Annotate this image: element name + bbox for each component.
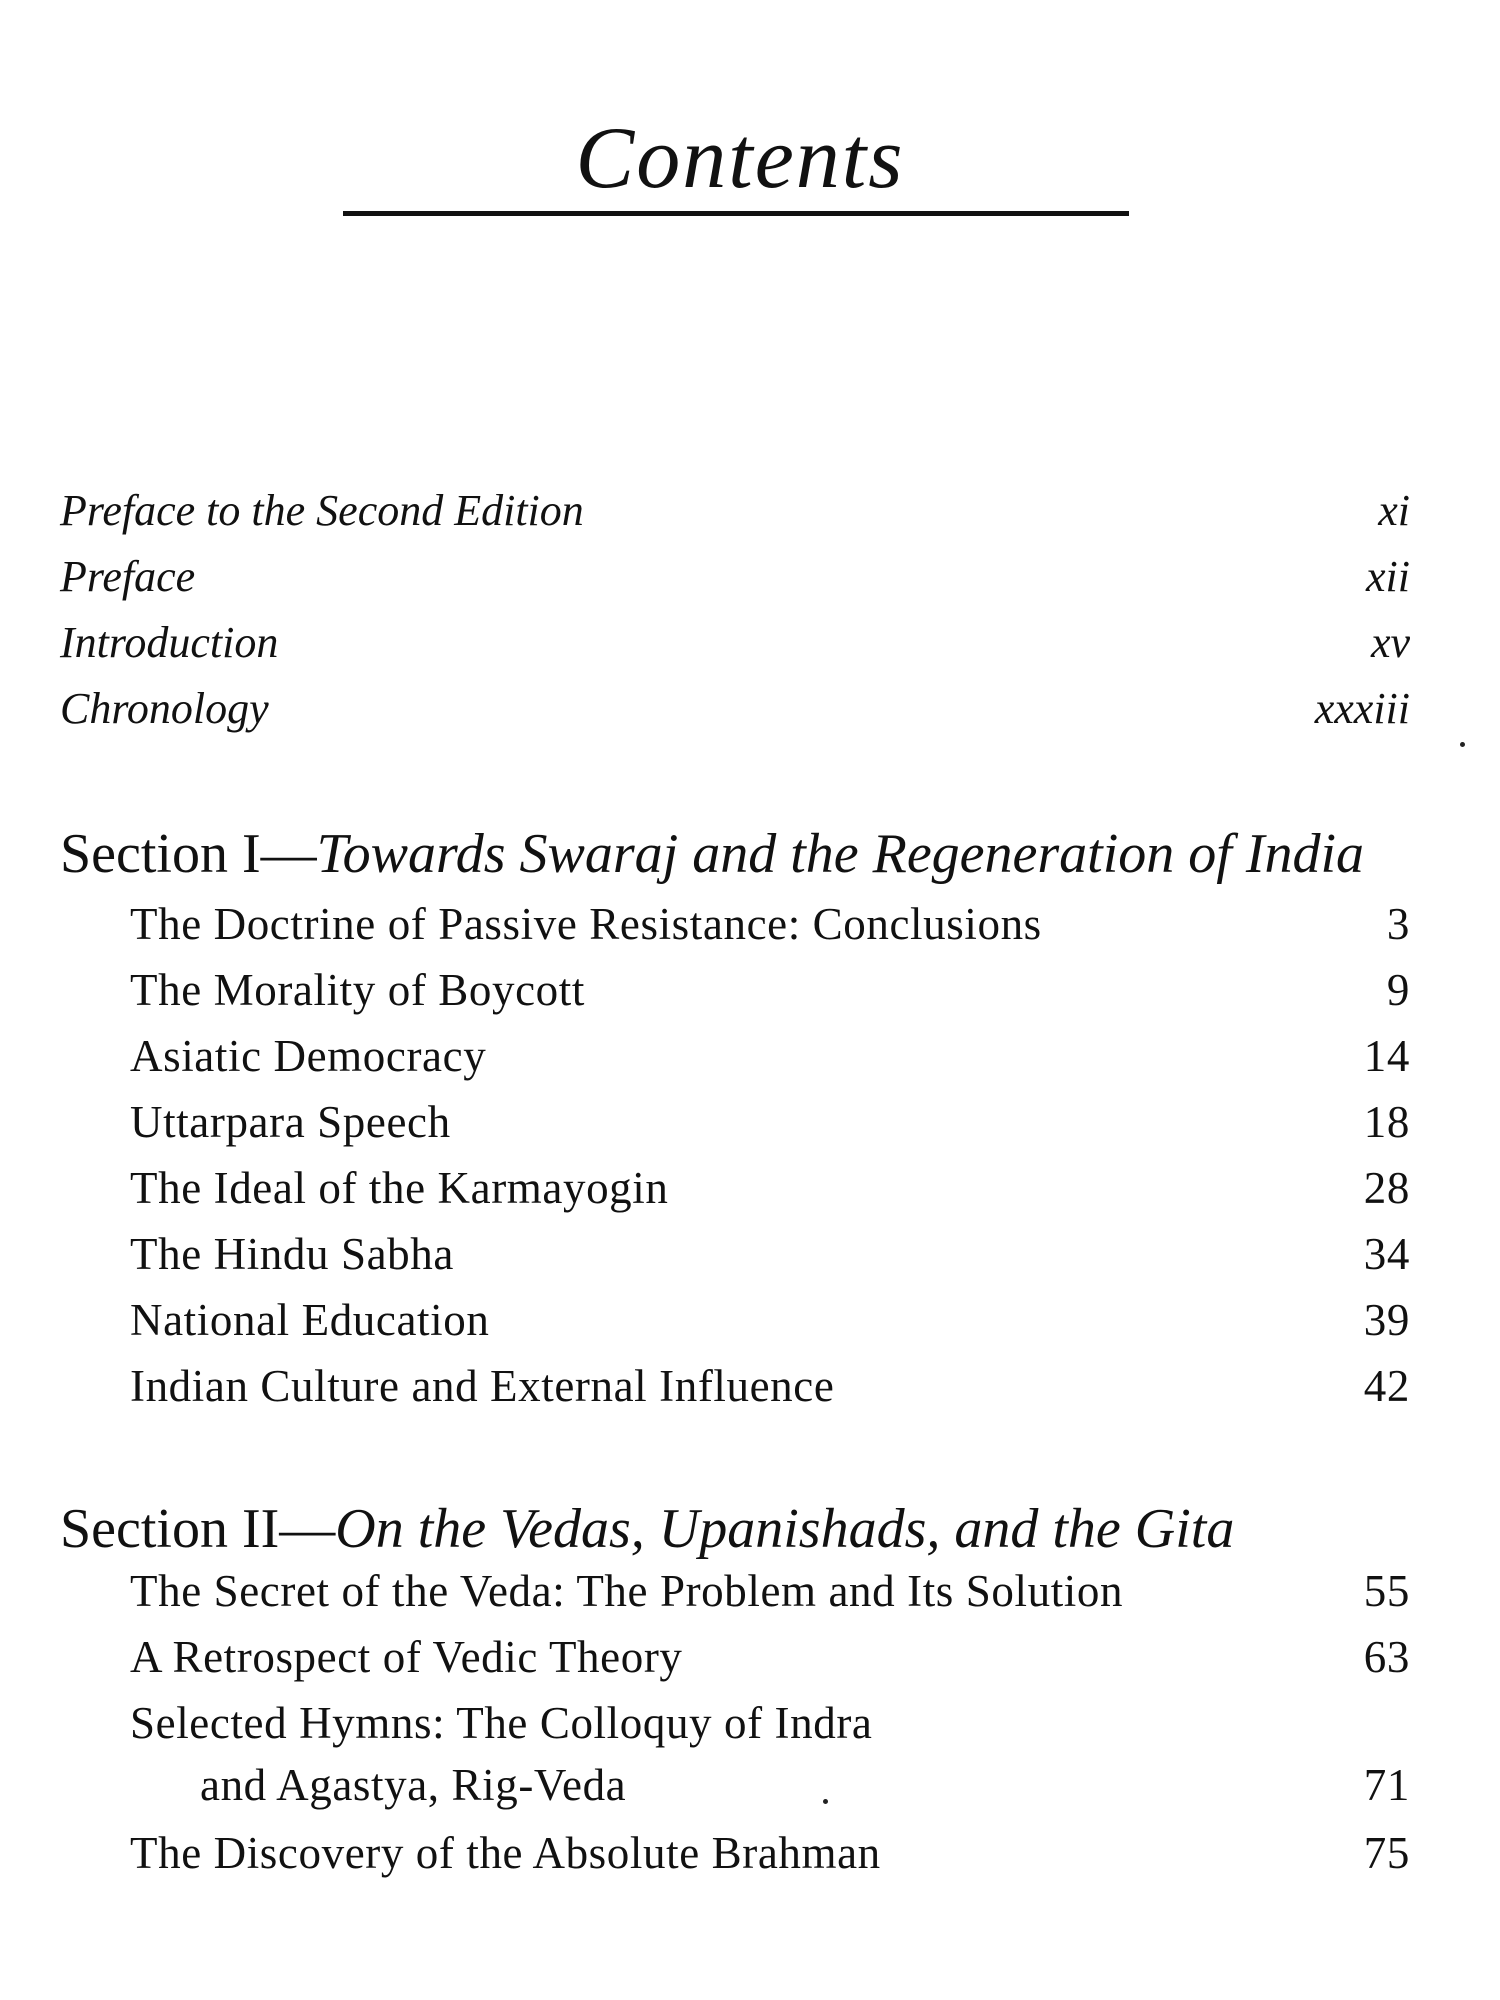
toc-entry-label: Chronology [60, 684, 269, 733]
toc-entry-introduction[interactable] [60, 617, 1410, 668]
toc-entry[interactable] [130, 1827, 1410, 1879]
section-heading-2 [60, 1497, 1234, 1561]
toc-entry-page: 42 [1363, 1361, 1410, 1411]
toc-entry[interactable] [130, 1697, 1410, 1749]
toc-entry-label: Asiatic Democracy [130, 1031, 487, 1081]
toc-entry-page: 3 [1386, 899, 1410, 949]
toc-entry-label: The Secret of the Veda: The Problem and Its Solution [130, 1566, 1124, 1616]
toc-entry-label: The Discovery of the Absolute Brahman [130, 1828, 881, 1878]
toc-entry-label: The Ideal of the Karmayogin [130, 1163, 669, 1213]
toc-entry-chronology[interactable] [60, 683, 1410, 734]
print-speck [823, 1799, 828, 1804]
section-prefix: Section I— [60, 823, 317, 885]
toc-entry-page: 55 [1363, 1566, 1410, 1616]
toc-entry-page: 71 [1363, 1760, 1410, 1810]
toc-entry-label: National Education [130, 1295, 490, 1345]
toc-entry[interactable] [130, 1360, 1410, 1412]
toc-entry[interactable] [130, 1030, 1410, 1082]
toc-entry-label: Preface [60, 552, 196, 601]
toc-entry-page: 18 [1363, 1097, 1410, 1147]
toc-entry[interactable] [130, 964, 1410, 1016]
toc-entry[interactable] [130, 1565, 1410, 1617]
toc-entry[interactable] [130, 1228, 1410, 1280]
toc-entry-page: 34 [1363, 1229, 1410, 1279]
toc-entry-label: The Morality of Boycott [130, 965, 585, 1015]
toc-entry-page: xxxiii [1314, 684, 1410, 733]
toc-entry-label: Uttarpara Speech [130, 1097, 451, 1147]
toc-entry-preface-second-edition[interactable] [60, 485, 1410, 536]
toc-entry-page: 28 [1363, 1163, 1410, 1213]
toc-entry-label: Selected Hymns: The Colloquy of Indra [130, 1698, 873, 1748]
section-subtitle: Towards Swaraj and the Regeneration of India [316, 823, 1365, 885]
toc-entry-preface[interactable] [60, 551, 1410, 602]
toc-entry-label: Preface to the Second Edition [60, 486, 584, 535]
print-speck [1460, 742, 1465, 747]
toc-entry[interactable] [130, 1631, 1410, 1683]
toc-entry-label-line2: and Agastya, Rig-Veda [200, 1760, 627, 1810]
section-prefix: Section II— [60, 1498, 336, 1560]
toc-entry[interactable] [130, 1294, 1410, 1346]
toc-entry-page: xii [1366, 552, 1410, 601]
toc-entry-page: xi [1378, 486, 1410, 535]
toc-entry-page: xv [1370, 618, 1410, 667]
page-title: Contents [575, 110, 905, 207]
toc-entry[interactable] [130, 1096, 1410, 1148]
toc-entry-label: The Doctrine of Passive Resistance: Conclusions [130, 899, 1042, 949]
toc-entry[interactable] [130, 1162, 1410, 1214]
toc-entry-continuation[interactable] [200, 1759, 1410, 1811]
toc-entry-page: 39 [1363, 1295, 1410, 1345]
section-subtitle: On the Vedas, Upanishads, and the Gita [335, 1498, 1235, 1560]
section-heading-1 [60, 822, 1364, 886]
toc-entry-label: The Hindu Sabha [130, 1229, 454, 1279]
title-underline [343, 211, 1129, 216]
toc-entry-page: 63 [1363, 1632, 1410, 1682]
toc-entry[interactable] [130, 898, 1410, 950]
toc-entry-page: 14 [1363, 1031, 1410, 1081]
toc-entry-label: Introduction [60, 618, 279, 667]
toc-entry-label: Indian Culture and External Influence [130, 1361, 835, 1411]
toc-entry-page: 9 [1386, 965, 1410, 1015]
toc-entry-page: 75 [1363, 1828, 1410, 1878]
toc-entry-label: A Retrospect of Vedic Theory [130, 1632, 683, 1682]
